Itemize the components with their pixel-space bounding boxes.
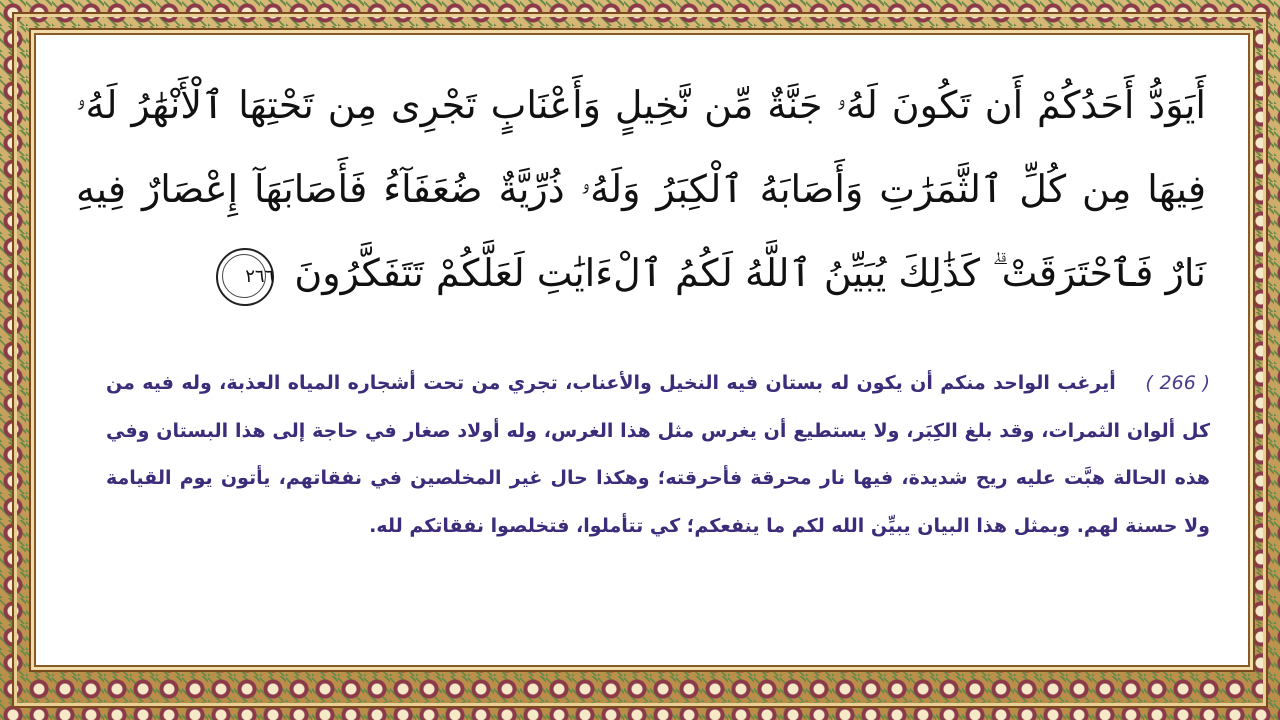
verse-text: أَيَوَدُّ أَحَدُكُمْ أَن تَكُونَ لَهُۥ جَنَّةٌ مِّن نَّخِيلٍ وَأَعْنَابٍ تَجْرِى مِن تَحْتِهَا ٱلْأَنْهَٰرُ لَهُۥ فِيهَا مِن كُلِّ ٱلثَّمَرَٰتِ وَأَصَابَهُ ٱلْكِبَرُ وَلَهُۥ ذُرِّيَّةٌ ضُعَفَآءُ فَأَصَابَهَآ إِعْصَارٌ فِيهِ نَارٌ فَٱحْتَرَقَتْ ۗ كَذَٰلِكَ يُبَيِّنُ ٱللَّهُ لَكُمُ ٱلْءَايَٰتِ لَعَلَّكُمْ تَتَفَكَّرُونَ xyxy=(76,83,1206,295)
tafsir-text: أيرغب الواحد منكم أن يكون له بستان فيه النخيل والأعناب، تجري من تحت أشجاره المياه العذبة، وله فيه من كل ألوان الثمرات، وقد بلغ الكِبَر، ولا يستطيع أن يغرس مثل هذا الغرس، وله أولاد صغار في حاجة إلى هذا البستان وفي هذه الحالة هبَّت عليه ريح شديدة، فيها نار محرقة فأحرقته؛ وهكذا حال غير المخلصين في نفقاتهم، يأتون يوم القيامة ولا حسنة لهم. وبمثل هذا البيان يبيِّن الله لكم ما ينفعكم؛ كي تتأملوا، فتخلصوا نفقاتكم لله. xyxy=(106,372,1210,537)
tafsir-verse-reference: ( 266 ) xyxy=(1145,372,1211,394)
ayah-number-marker xyxy=(216,248,274,306)
content-panel xyxy=(34,33,1250,667)
tafsir-paragraph xyxy=(106,360,1210,550)
ayah-number: ٢٦٦ xyxy=(245,265,275,287)
quran-verse xyxy=(76,63,1206,315)
